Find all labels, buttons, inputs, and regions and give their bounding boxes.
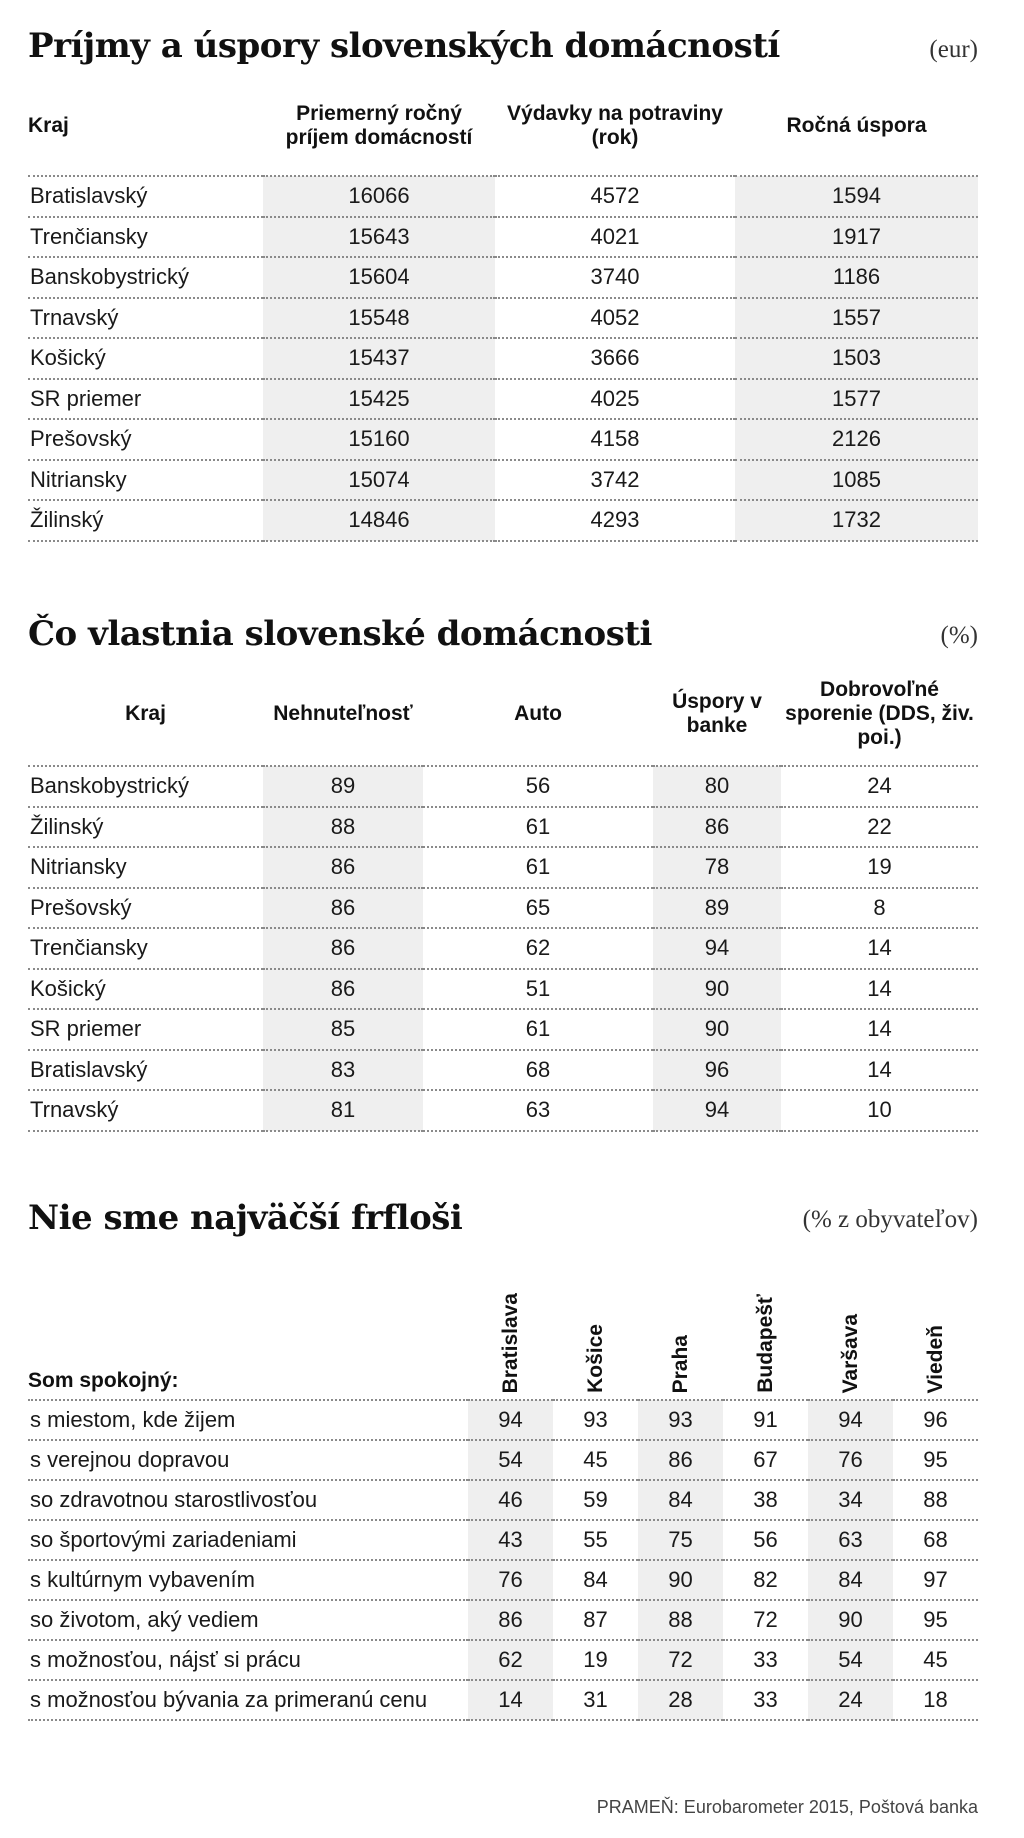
table-row	[28, 1520, 978, 1560]
header-income: Priemerný ročný príjem domácností	[263, 76, 495, 176]
table-row	[28, 807, 978, 848]
table-row	[28, 1560, 978, 1600]
table-cell: 97	[893, 1560, 978, 1600]
row-label: Žilinský	[28, 500, 263, 541]
table-cell: 15425	[263, 379, 495, 420]
table-cell: 55	[553, 1520, 638, 1560]
table-cell: 16066	[263, 176, 495, 217]
table-cell: 94	[653, 928, 781, 969]
table-cell: 89	[653, 888, 781, 929]
table-cell: 76	[808, 1440, 893, 1480]
table-cell: 76	[468, 1560, 553, 1600]
table-row	[28, 1480, 978, 1520]
table-cell: 1186	[735, 257, 978, 298]
table-cell: 95	[893, 1600, 978, 1640]
table-cell: 3742	[495, 460, 735, 501]
table-cell: 86	[263, 928, 423, 969]
row-label: Prešovský	[28, 888, 263, 929]
row-label: Bratislavský	[28, 176, 263, 217]
header-som-spokojny: Som spokojný:	[28, 1250, 468, 1400]
table-cell: 93	[638, 1400, 723, 1440]
row-label: Trenčiansky	[28, 217, 263, 258]
table-cell: 63	[423, 1090, 653, 1131]
table-cell: 84	[638, 1480, 723, 1520]
table-cell: 4572	[495, 176, 735, 217]
row-label: s možnosťou, nájsť si prácu	[28, 1640, 468, 1680]
header-city-budapest: Budapešť	[723, 1250, 808, 1400]
income-table-body	[28, 176, 978, 541]
table-cell: 87	[553, 1600, 638, 1640]
ownership-table-body	[28, 766, 978, 1131]
table-row	[28, 1600, 978, 1640]
table-row	[28, 338, 978, 379]
table-cell: 19	[553, 1640, 638, 1680]
table-cell: 1917	[735, 217, 978, 258]
table-row	[28, 500, 978, 541]
table-cell: 45	[553, 1440, 638, 1480]
source-note: PRAMEŇ: Eurobarometer 2015, Poštová banka	[596, 1797, 978, 1817]
table-cell: 1594	[735, 176, 978, 217]
row-label: Košický	[28, 338, 263, 379]
table-cell: 65	[423, 888, 653, 929]
satisfaction-table-body	[28, 1400, 978, 1720]
table-cell: 84	[553, 1560, 638, 1600]
table-cell: 88	[893, 1480, 978, 1520]
table-cell: 3666	[495, 338, 735, 379]
table-cell: 94	[468, 1400, 553, 1440]
table-cell: 86	[263, 969, 423, 1010]
ownership-table	[28, 662, 978, 1132]
table-cell: 4052	[495, 298, 735, 339]
table-cell: 72	[638, 1640, 723, 1680]
table-row	[28, 1050, 978, 1091]
table-cell: 1557	[735, 298, 978, 339]
table-cell: 15160	[263, 419, 495, 460]
table-cell: 46	[468, 1480, 553, 1520]
table-row	[28, 257, 978, 298]
table-cell: 45	[893, 1640, 978, 1680]
table-cell: 86	[468, 1600, 553, 1640]
row-label: s možnosťou bývania za primeranú cenu	[28, 1680, 468, 1720]
row-label: Trnavský	[28, 1090, 263, 1131]
table-cell: 90	[653, 1009, 781, 1050]
row-label: Banskobystrický	[28, 766, 263, 807]
table-row	[28, 928, 978, 969]
table-cell: 86	[638, 1440, 723, 1480]
table-cell: 31	[553, 1680, 638, 1720]
table-cell: 62	[468, 1640, 553, 1680]
table-cell: 28	[638, 1680, 723, 1720]
table-cell: 61	[423, 1009, 653, 1050]
header-city-vieden: Viedeň	[893, 1250, 978, 1400]
table-cell: 88	[263, 807, 423, 848]
table-cell: 95	[893, 1440, 978, 1480]
table-cell: 4293	[495, 500, 735, 541]
table-cell: 43	[468, 1520, 553, 1560]
row-label: s verejnou dopravou	[28, 1440, 468, 1480]
table-cell: 83	[263, 1050, 423, 1091]
table-cell: 88	[638, 1600, 723, 1640]
table-row	[28, 847, 978, 888]
table-cell: 14846	[263, 500, 495, 541]
header-city-varsava: Varšava	[808, 1250, 893, 1400]
header-city-kosice: Košice	[553, 1250, 638, 1400]
row-label: so zdravotnou starostlivosťou	[28, 1480, 468, 1520]
row-label: Nitriansky	[28, 847, 263, 888]
row-label: SR priemer	[28, 379, 263, 420]
table-row	[28, 1680, 978, 1720]
table-cell: 10	[781, 1090, 978, 1131]
table-cell: 96	[653, 1050, 781, 1091]
row-label: s kultúrnym vybavením	[28, 1560, 468, 1600]
table-cell: 4158	[495, 419, 735, 460]
row-label: so športovými zariadeniami	[28, 1520, 468, 1560]
income-table-header	[28, 76, 978, 176]
table-cell: 61	[423, 847, 653, 888]
table-cell: 15074	[263, 460, 495, 501]
table-cell: 15604	[263, 257, 495, 298]
table-cell: 4021	[495, 217, 735, 258]
table-cell: 1085	[735, 460, 978, 501]
table-cell: 51	[423, 969, 653, 1010]
table-row	[28, 298, 978, 339]
table-row	[28, 419, 978, 460]
table-cell: 94	[653, 1090, 781, 1131]
table-row	[28, 969, 978, 1010]
table-cell: 33	[723, 1640, 808, 1680]
table-cell: 80	[653, 766, 781, 807]
table-cell: 90	[808, 1600, 893, 1640]
table-cell: 56	[723, 1520, 808, 1560]
table-row	[28, 888, 978, 929]
table-cell: 54	[808, 1640, 893, 1680]
unit-percent-population: (% z obyvateľov)	[802, 1206, 978, 1233]
table-cell: 91	[723, 1400, 808, 1440]
table-row	[28, 217, 978, 258]
table-cell: 63	[808, 1520, 893, 1560]
table-cell: 15548	[263, 298, 495, 339]
table-cell: 68	[423, 1050, 653, 1091]
header-kraj: Kraj	[28, 662, 263, 766]
header-property: Nehnuteľnosť	[263, 662, 423, 766]
table-cell: 75	[638, 1520, 723, 1560]
header-voluntary-savings: Dobrovoľné sporenie (DDS, živ. poi.)	[781, 662, 978, 766]
row-label: s miestom, kde žijem	[28, 1400, 468, 1440]
table-cell: 14	[781, 928, 978, 969]
section-title-income: Príjmy a úspory slovenských domácností	[28, 26, 780, 66]
table-cell: 90	[638, 1560, 723, 1600]
table-cell: 18	[893, 1680, 978, 1720]
table-cell: 14	[468, 1680, 553, 1720]
table-cell: 3740	[495, 257, 735, 298]
table-cell: 14	[781, 969, 978, 1010]
row-label: Bratislavský	[28, 1050, 263, 1091]
table-row	[28, 1400, 978, 1440]
row-label: Nitriansky	[28, 460, 263, 501]
row-label: Prešovský	[28, 419, 263, 460]
header-kraj: Kraj	[28, 76, 263, 176]
table-row	[28, 1440, 978, 1480]
table-cell: 62	[423, 928, 653, 969]
table-cell: 24	[781, 766, 978, 807]
table-cell: 81	[263, 1090, 423, 1131]
table-cell: 24	[808, 1680, 893, 1720]
table-cell: 15643	[263, 217, 495, 258]
header-car: Auto	[423, 662, 653, 766]
table-cell: 2126	[735, 419, 978, 460]
table-cell: 67	[723, 1440, 808, 1480]
row-label: Banskobystrický	[28, 257, 263, 298]
header-bank-savings: Úspory v banke	[653, 662, 781, 766]
table-cell: 56	[423, 766, 653, 807]
row-label: Žilinský	[28, 807, 263, 848]
row-label: Trnavský	[28, 298, 263, 339]
unit-eur: (eur)	[929, 36, 978, 63]
unit-percent: (%)	[940, 622, 978, 649]
table-cell: 4025	[495, 379, 735, 420]
table-cell: 86	[653, 807, 781, 848]
table-cell: 96	[893, 1400, 978, 1440]
ownership-table-header	[28, 662, 978, 766]
table-cell: 14	[781, 1009, 978, 1050]
row-label: Košický	[28, 969, 263, 1010]
row-label: SR priemer	[28, 1009, 263, 1050]
table-cell: 68	[893, 1520, 978, 1560]
table-cell: 61	[423, 807, 653, 848]
table-cell: 1732	[735, 500, 978, 541]
table-row	[28, 1009, 978, 1050]
table-cell: 14	[781, 1050, 978, 1091]
header-savings: Ročná úspora	[735, 76, 978, 176]
row-label: Trenčiansky	[28, 928, 263, 969]
table-cell: 82	[723, 1560, 808, 1600]
table-cell: 85	[263, 1009, 423, 1050]
table-cell: 86	[263, 847, 423, 888]
table-row	[28, 1090, 978, 1131]
table-cell: 54	[468, 1440, 553, 1480]
table-cell: 19	[781, 847, 978, 888]
table-cell: 90	[653, 969, 781, 1010]
section-title-ownership: Čo vlastnia slovenské domácnosti	[28, 614, 652, 654]
table-cell: 15437	[263, 338, 495, 379]
table-row	[28, 379, 978, 420]
table-cell: 33	[723, 1680, 808, 1720]
income-table	[28, 76, 978, 542]
table-row	[28, 176, 978, 217]
table-cell: 78	[653, 847, 781, 888]
table-row	[28, 460, 978, 501]
table-cell: 1503	[735, 338, 978, 379]
header-food: Výdavky na potraviny (rok)	[495, 76, 735, 176]
table-cell: 93	[553, 1400, 638, 1440]
satisfaction-table-header	[28, 1250, 978, 1400]
table-row	[28, 766, 978, 807]
header-city-bratislava: Bratislava	[468, 1250, 553, 1400]
table-cell: 72	[723, 1600, 808, 1640]
table-row	[28, 1640, 978, 1680]
table-cell: 38	[723, 1480, 808, 1520]
table-cell: 86	[263, 888, 423, 929]
table-cell: 89	[263, 766, 423, 807]
satisfaction-table	[28, 1250, 978, 1721]
table-cell: 59	[553, 1480, 638, 1520]
table-cell: 22	[781, 807, 978, 848]
section-title-satisfaction: Nie sme najväčší frfloši	[28, 1198, 463, 1238]
table-cell: 34	[808, 1480, 893, 1520]
table-cell: 8	[781, 888, 978, 929]
table-cell: 84	[808, 1560, 893, 1600]
table-cell: 1577	[735, 379, 978, 420]
header-city-praha: Praha	[638, 1250, 723, 1400]
table-cell: 94	[808, 1400, 893, 1440]
row-label: so životom, aký vediem	[28, 1600, 468, 1640]
